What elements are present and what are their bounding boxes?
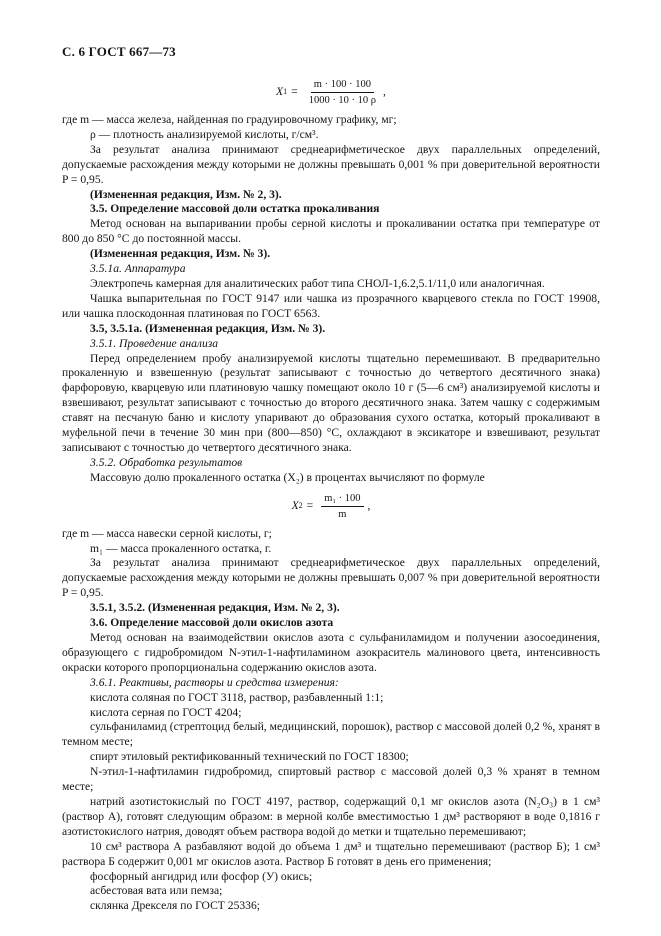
where-m: где m — масса навески серной кислоты, г;	[62, 526, 272, 540]
formula-x2	[62, 492, 600, 521]
where-m1: m₁ — масса прокаленного остатка, г.	[90, 541, 272, 555]
paragraph: За результат анализа принимают среднеарифметическое двух параллельных определений, допускаемые расхождения между которыми не должны превышать 0,001 % при доверительной вероятности P = 0,95.	[62, 142, 600, 186]
subsection-heading: 3.5.1а. Аппаратура	[90, 262, 186, 276]
subsection-heading: 3.5.1. Проведение анализа	[90, 336, 219, 350]
formula-fraction	[306, 78, 379, 107]
list-item: N-этил-1-нафтиламин гидробромид, спиртовый раствор с массовой долей 0,3 % хранят в темном месте;	[62, 765, 600, 794]
list-item: спирт этиловый ректификованный технический по ГОСТ 18300;	[90, 750, 409, 764]
formula-lhs: X	[276, 85, 284, 99]
list-item: кислота серная по ГОСТ 4204;	[90, 705, 242, 719]
formula-lhs-sub: 1	[283, 87, 288, 97]
formula-denominator: 1000 · 10 · 10 ρ	[308, 95, 377, 106]
paragraph: Массовую долю прокаленного остатка (X₂) в процентах вычисляют по формуле	[90, 470, 485, 484]
list-item: натрий азотистокислый по ГОСТ 4197, раствор, содержащий 0,1 мг окислов азота (N₂O₃) в 1 см³ (раствор А), готовят следующим образом: в мерной колбе вместимостью 1 дм³ растворяют в воде 0,1816 г азотистокислого натрия, доводят объем раствора водой до метки и тщательно перемешивают;	[62, 794, 600, 838]
list-item: кислота соляная по ГОСТ 3118, раствор, разбавленный 1:1;	[90, 690, 384, 704]
list-item: сульфаниламид (стрептоцид белый, медицинский, порошок), раствор с массовой долей 0,2 %, хранят в темном месте;	[62, 720, 600, 749]
paragraph: Электропечь камерная для аналитических работ типа СНОЛ-1,6.2,5.1/11,0 или аналогичная.	[90, 276, 545, 290]
section-heading: 3.5. Определение массовой доли остатка прокаливания	[90, 202, 380, 216]
list-item: склянка Дрекселя по ГОСТ 25336;	[90, 899, 260, 913]
paragraph: За результат анализа принимают среднеарифметическое двух параллельных определений, допускаемые расхождения между которыми не должны превышать 0,007 % при доверительной вероятности P = 0,95.	[62, 556, 600, 600]
formula-lhs-sub: 2	[298, 500, 303, 510]
section-heading: 3.6. Определение массовой доли окислов азота	[90, 616, 334, 630]
paragraph: Метод основан на выпаривании пробы серной кислоты и прокаливании остатка при температуре от 800 до 850 °С до постоянной массы.	[62, 217, 600, 246]
formula-numerator: m · 100 · 100	[311, 78, 374, 93]
paragraph: Перед определением пробу анализируемой кислоты тщательно перемешивают. В предварительно прокаленную и взвешенную (результат записывают с точностью до четвертого десятичного знака) фарфоровую, кварцевую или платиновую чашку помещают около 10 г (5—6 см³) анализируемой кислоты и взвешивают, результат записывают с точностью до второго десятичного знака. Затем чашку с содержимым ставят на песчаную баню и кислоту упаривают до образования сухого остатка, который прокаливают в муфельной печи в течение 30 мин при (800—850) °С, охлаждают в эксикаторе и взвешивают, результат записывают с точностью до четвертого десятичного знака.	[62, 351, 600, 454]
subsection-heading: 3.6.1. Реактивы, растворы и средства измерения:	[90, 675, 339, 689]
document-body	[62, 70, 600, 914]
formula-lhs: X	[291, 498, 299, 512]
paragraph: Метод основан на взаимодействии окислов азота с сульфаниламидом и получении азосоединения, образующего с гидробромидом N-этил-1-нафтиламином азокраситель малинового цвета, интенсивность окраски которого пропорциональна содержанию окислов азота.	[62, 631, 600, 674]
formula-numerator: m₁ · 100	[321, 492, 363, 507]
where-rho: ρ — плотность анализируемой кислоты, г/см³.	[90, 127, 319, 141]
paragraph: Чашка выпарительная по ГОСТ 9147 или чашка из прозрачного кварцевого стекла по ГОСТ 19908, или чашка плоскодонная платиновая по ГОСТ 6563.	[62, 291, 600, 320]
formula-tail: ,	[383, 85, 386, 99]
page-header: С. 6 ГОСТ 667—73	[62, 44, 176, 59]
subsection-heading: 3.5.2. Обработка результатов	[90, 455, 243, 469]
formula-x1	[62, 78, 600, 107]
formula-tail: ,	[367, 498, 371, 512]
formula-denominator: m	[338, 508, 347, 520]
where-m: где m — масса железа, найденная по градуировочному графику, мг;	[62, 113, 397, 126]
amendment-note: 3.5, 3.5.1а. (Измененная редакция, Изм. № 3).	[90, 321, 326, 335]
list-item: 10 см³ раствора А разбавляют водой до объема 1 дм³ и тщательно перемешивают (раствор Б); 1 см³ раствора Б содержит 0,001 мг окислов азота. Раствор Б готовят в день его применения;	[62, 839, 600, 868]
list-item: фосфорный ангидрид или фосфор (У) окись;	[90, 869, 313, 883]
list-item: асбестовая вата или пемза;	[90, 884, 223, 898]
formula-eq: =	[291, 85, 298, 99]
amendment-note: (Измененная редакция, Изм. № 2, 3).	[90, 187, 282, 201]
amendment-note: (Измененная редакция, Изм. № 3).	[90, 247, 271, 261]
amendment-note: 3.5.1, 3.5.2. (Измененная редакция, Изм. № 2, 3).	[90, 601, 340, 615]
formula-eq: =	[306, 498, 314, 512]
formula-fraction	[321, 492, 363, 521]
